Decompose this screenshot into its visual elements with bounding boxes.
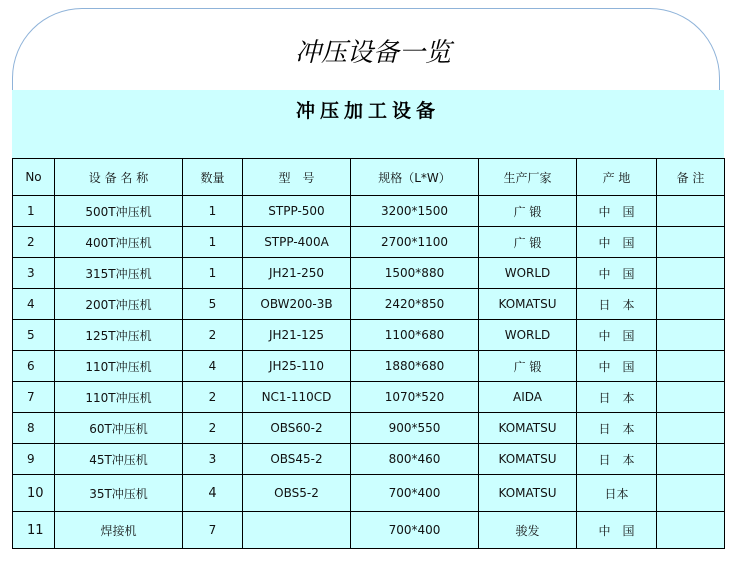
header-model: 型 号 — [243, 159, 351, 196]
cell-no: 10 — [13, 475, 55, 512]
cell-size: 900*550 — [351, 413, 479, 444]
cell-name: 500T冲压机 — [55, 196, 183, 227]
cell-qty: 7 — [183, 512, 243, 549]
equipment-table — [12, 158, 725, 549]
header-size: 规格（L*W） — [351, 159, 479, 196]
cell-size: 2420*850 — [351, 289, 479, 320]
cell-model: NC1-110CD — [243, 382, 351, 413]
cell-note — [657, 444, 725, 475]
cell-note — [657, 289, 725, 320]
cell-note — [657, 320, 725, 351]
cell-origin: 中 国 — [577, 258, 657, 289]
cell-note — [657, 382, 725, 413]
cell-no: 4 — [13, 289, 55, 320]
cell-name: 焊接机 — [55, 512, 183, 549]
table-row — [13, 258, 725, 289]
header-maker: 生产厂家 — [479, 159, 577, 196]
cell-origin: 中 国 — [577, 227, 657, 258]
table-row — [13, 475, 725, 512]
cell-origin: 中 国 — [577, 320, 657, 351]
cell-maker: KOMATSU — [479, 413, 577, 444]
section-header-band — [12, 90, 724, 158]
cell-note — [657, 413, 725, 444]
cell-name: 110T冲压机 — [55, 351, 183, 382]
cell-size: 2700*1100 — [351, 227, 479, 258]
cell-qty: 4 — [183, 351, 243, 382]
cell-origin: 中 国 — [577, 351, 657, 382]
header-origin: 产 地 — [577, 159, 657, 196]
cell-no: 5 — [13, 320, 55, 351]
cell-origin: 日 本 — [577, 444, 657, 475]
table-row — [13, 512, 725, 549]
cell-size: 1880*680 — [351, 351, 479, 382]
cell-name: 315T冲压机 — [55, 258, 183, 289]
cell-maker: 广 锻 — [479, 351, 577, 382]
cell-size: 1500*880 — [351, 258, 479, 289]
cell-note — [657, 351, 725, 382]
table-row — [13, 413, 725, 444]
cell-origin: 日 本 — [577, 289, 657, 320]
cell-model — [243, 512, 351, 549]
cell-origin: 中 国 — [577, 512, 657, 549]
cell-model: OBS60-2 — [243, 413, 351, 444]
cell-maker: 骏发 — [479, 512, 577, 549]
cell-origin: 中 国 — [577, 196, 657, 227]
cell-no: 6 — [13, 351, 55, 382]
cell-maker: 广 锻 — [479, 227, 577, 258]
cell-model: JH25-110 — [243, 351, 351, 382]
cell-qty: 2 — [183, 382, 243, 413]
cell-note — [657, 227, 725, 258]
cell-model: STPP-400A — [243, 227, 351, 258]
cell-origin: 日 本 — [577, 413, 657, 444]
cell-no: 1 — [13, 196, 55, 227]
cell-note — [657, 258, 725, 289]
cell-maker: WORLD — [479, 320, 577, 351]
cell-qty: 1 — [183, 227, 243, 258]
table-row — [13, 351, 725, 382]
cell-note — [657, 475, 725, 512]
cell-no: 9 — [13, 444, 55, 475]
cell-size: 800*460 — [351, 444, 479, 475]
cell-size: 1100*680 — [351, 320, 479, 351]
cell-model: OBW200-3B — [243, 289, 351, 320]
cell-model: STPP-500 — [243, 196, 351, 227]
cell-note — [657, 196, 725, 227]
cell-qty: 2 — [183, 413, 243, 444]
cell-origin: 日 本 — [577, 382, 657, 413]
cell-model: OBS5-2 — [243, 475, 351, 512]
cell-name: 200T冲压机 — [55, 289, 183, 320]
cell-size: 700*400 — [351, 512, 479, 549]
cell-size: 700*400 — [351, 475, 479, 512]
cell-qty: 2 — [183, 320, 243, 351]
cell-maker: WORLD — [479, 258, 577, 289]
cell-no: 3 — [13, 258, 55, 289]
cell-qty: 1 — [183, 258, 243, 289]
cell-qty: 4 — [183, 475, 243, 512]
table-row — [13, 444, 725, 475]
cell-model: OBS45-2 — [243, 444, 351, 475]
cell-no: 11 — [13, 512, 55, 549]
header-qty: 数量 — [183, 159, 243, 196]
table-header-row — [13, 159, 725, 196]
cell-size: 1070*520 — [351, 382, 479, 413]
header-note: 备 注 — [657, 159, 725, 196]
table-row — [13, 289, 725, 320]
cell-maker: KOMATSU — [479, 289, 577, 320]
cell-no: 8 — [13, 413, 55, 444]
section-title: 冲压加工设备 — [295, 100, 440, 122]
cell-note — [657, 512, 725, 549]
cell-maker: KOMATSU — [479, 444, 577, 475]
cell-qty: 1 — [183, 196, 243, 227]
cell-name: 45T冲压机 — [55, 444, 183, 475]
table-row — [13, 382, 725, 413]
cell-name: 400T冲压机 — [55, 227, 183, 258]
cell-origin: 日本 — [577, 475, 657, 512]
cell-no: 2 — [13, 227, 55, 258]
cell-name: 110T冲压机 — [55, 382, 183, 413]
cell-name: 60T冲压机 — [55, 413, 183, 444]
cell-no: 7 — [13, 382, 55, 413]
cell-qty: 3 — [183, 444, 243, 475]
header-no: No — [13, 159, 55, 196]
cell-size: 3200*1500 — [351, 196, 479, 227]
cell-maker: KOMATSU — [479, 475, 577, 512]
cell-model: JH21-250 — [243, 258, 351, 289]
cell-maker: AIDA — [479, 382, 577, 413]
table-row — [13, 320, 725, 351]
cell-maker: 广 锻 — [479, 196, 577, 227]
table-row — [13, 227, 725, 258]
page-title: 冲压设备一览 — [294, 38, 451, 68]
table-row — [13, 196, 725, 227]
cell-model: JH21-125 — [243, 320, 351, 351]
cell-name: 35T冲压机 — [55, 475, 183, 512]
header-name: 设 备 名 称 — [55, 159, 183, 196]
cell-name: 125T冲压机 — [55, 320, 183, 351]
cell-qty: 5 — [183, 289, 243, 320]
